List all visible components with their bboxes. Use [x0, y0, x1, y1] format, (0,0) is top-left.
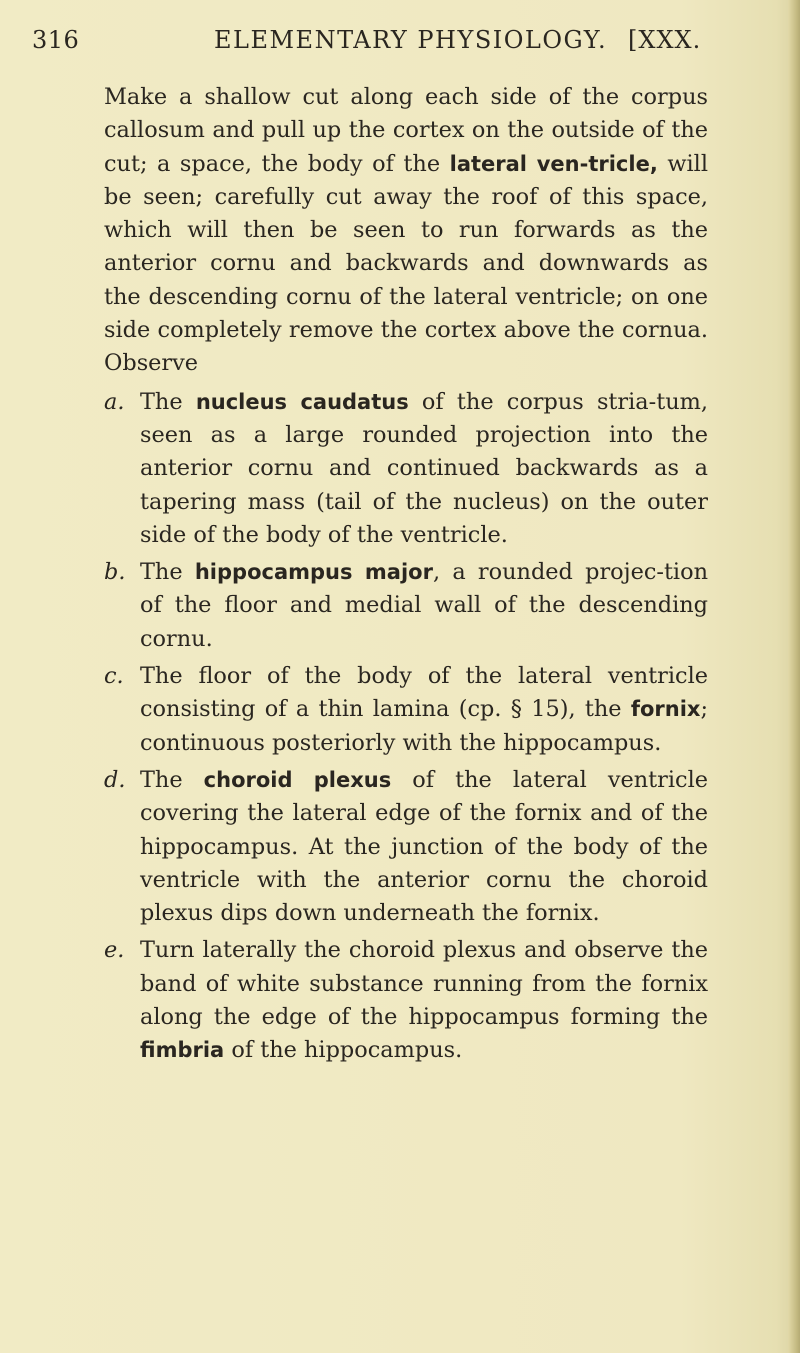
page-number: 316	[32, 26, 80, 54]
body-text	[104, 81, 708, 1072]
term-fornix: fornix	[630, 697, 701, 722]
page-edge	[788, 0, 800, 1353]
item-marker: c.	[104, 663, 124, 690]
intro-text-1: Make a shallow cut along each side of the corpus callosum and pull up the cortex on the outside of the cut; a space, the body of the	[104, 84, 708, 177]
item-marker: a.	[104, 388, 125, 415]
item-text-2: of the hippocampus.	[224, 1037, 463, 1064]
item-text-2: of the corpus stria-tum, seen as a large rounded projection into the anterior cornu and continued backwards as a tapering mass (tail of the nucleus) on the outer side of the body of the ventricle.	[140, 388, 708, 548]
intro-text-2: will be seen; carefully cut away the roof of this space, which will then be seen to run forwards as the anterior cornu and backwards and downwards as the descending cornu of the lateral ventricle; on one side completely remove the cortex above the cornua. Observe	[104, 150, 708, 377]
item-text-1: Turn laterally the choroid plexus and observe the band of white substance running from the fornix along the edge of the hippocampus forming the	[140, 937, 708, 1031]
term-fimbria: fimbria	[140, 1038, 225, 1063]
item-text-1: The	[140, 388, 196, 415]
chapter-marker: [XXX.	[628, 26, 702, 54]
list-item-e	[104, 934, 708, 1067]
list-item-a	[104, 386, 708, 552]
list-item-d	[104, 764, 708, 930]
item-text-1: The	[140, 766, 204, 793]
item-text-2: of the lateral ventricle covering the lateral edge of the fornix and of the hippocampus. At the junction of the body of the ventricle with the anterior cornu the choroid plexus dips down underneath the fornix.	[140, 766, 708, 927]
intro-paragraph	[104, 81, 708, 381]
term-choroid-plexus: choroid plexus	[203, 767, 392, 792]
running-title: ELEMENTARY PHYSIOLOGY.	[214, 26, 608, 54]
running-header	[0, 26, 800, 62]
term-nucleus-caudatus: nucleus caudatus	[195, 389, 409, 414]
item-marker: b.	[104, 559, 126, 586]
item-marker: e.	[104, 937, 125, 964]
item-marker: d.	[104, 766, 126, 793]
list-item-b	[104, 556, 708, 656]
term-lateral-ventricle: lateral ven-tricle,	[449, 151, 658, 176]
item-text-1: The	[140, 559, 195, 586]
term-hippocampus-major: hippocampus major	[194, 560, 433, 585]
item-text-2: , a rounded projec-tion of the floor and medial wall of the descending cornu.	[140, 559, 708, 652]
item-text-2: ; continuous posteriorly with the hippocampus.	[140, 696, 708, 756]
item-text-1: The floor of the body of the lateral ventricle consisting of a thin lamina (cp. § 15), the	[140, 663, 708, 723]
list-item-c	[104, 660, 708, 760]
